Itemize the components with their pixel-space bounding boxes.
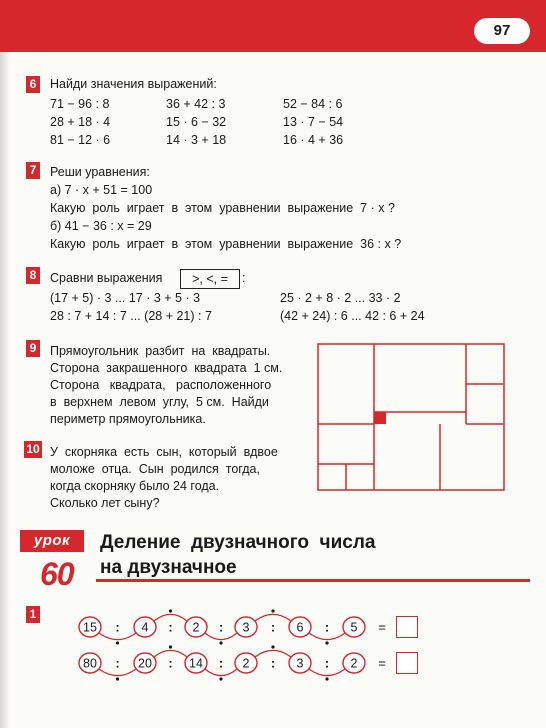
task-10-line: моложе отца. Сын родился тогда, xyxy=(50,462,260,476)
task-6-title: Найди значения выражений: xyxy=(50,77,217,91)
task-8-compare: 25 · 2 + 8 · 2 ... 33 · 2 xyxy=(280,291,401,305)
task-6-number: 6 xyxy=(26,76,40,93)
task-6-expr: 28 + 18 · 4 xyxy=(50,115,111,129)
task-10-line: Сколько лет сыну? xyxy=(50,496,160,510)
task-8-compare: (17 + 5) · 3 ... 17 · 3 + 5 · 3 xyxy=(50,291,201,305)
division-chains xyxy=(0,600,546,690)
task-6-expr: 15 · 6 − 32 xyxy=(166,115,227,129)
task-7-line: Какую роль играет в этом уравнении выражение 7 · x ? xyxy=(50,201,395,215)
chain1-operator: : xyxy=(324,619,330,635)
task-8-title: Сравни выражения xyxy=(50,271,163,285)
chain2-number: 20 xyxy=(138,656,152,671)
chain2-dot xyxy=(169,645,172,648)
task-7-number: 7 xyxy=(26,162,40,179)
lesson-title-line2: на двузначное xyxy=(100,557,237,578)
chain1-number: 15 xyxy=(83,620,97,635)
lesson-title-underline xyxy=(96,579,530,582)
task-9-line: Сторона закрашенного квадрата 1 см. xyxy=(50,361,283,375)
chain2-operator: : xyxy=(218,655,224,671)
task-8-number: 8 xyxy=(26,267,40,284)
chain1-operator: : xyxy=(218,619,224,635)
task-6-expr: 16 · 4 + 36 xyxy=(283,133,344,147)
task-7-line: Какую роль играет в этом уравнении выражение 36 : x ? xyxy=(50,237,402,251)
chain2-dot xyxy=(219,677,222,680)
chain1-dot xyxy=(325,641,328,644)
shaded-square xyxy=(374,412,386,424)
task-10-line: У скорняка есть сын, который вдвое xyxy=(50,445,278,459)
task-8-colon: : xyxy=(242,271,246,285)
page-number: 97 xyxy=(474,18,530,44)
chain1-number: 5 xyxy=(350,620,358,635)
task-6-expr: 14 · 3 + 18 xyxy=(166,133,227,147)
task-7-title: Реши уравнения: xyxy=(50,165,150,179)
task-6-expr: 71 − 96 : 8 xyxy=(50,97,110,111)
task-10-line: когда скорняку было 24 года. xyxy=(50,479,220,493)
chain1-dot xyxy=(169,609,172,612)
chain1-dot xyxy=(271,609,274,612)
task-9-line: в верхнем левом углу, 5 см. Найди xyxy=(50,395,269,409)
task-7-line: а) 7 · x + 51 = 100 xyxy=(50,183,153,197)
chain2-dot xyxy=(271,645,274,648)
chain2-dot xyxy=(325,677,328,680)
exercise-1-number: 1 xyxy=(26,606,40,623)
chain1-number: 4 xyxy=(141,620,149,635)
rectangle-squares-figure xyxy=(316,342,506,492)
chain1-dot xyxy=(219,641,222,644)
task-10-number: 10 xyxy=(24,441,42,458)
task-9-line: Сторона квадрата, расположенного xyxy=(50,378,272,392)
chain2-number: 14 xyxy=(189,656,203,671)
chain1-dot xyxy=(116,641,119,644)
task-6-expr: 36 + 42 : 3 xyxy=(166,97,226,111)
chain2-operator: : xyxy=(115,655,120,671)
chain2-operator: : xyxy=(324,655,330,671)
task-6-expr: 81 − 12 · 6 xyxy=(50,133,111,147)
chain2-number: 80 xyxy=(83,656,97,671)
top-banner xyxy=(0,0,546,52)
chain2-number: 2 xyxy=(350,656,358,671)
chain1-number: 6 xyxy=(296,620,304,635)
chain1-number: 3 xyxy=(242,620,250,635)
lesson-number: 60 xyxy=(40,556,74,592)
chain2-number: 3 xyxy=(296,656,304,671)
task-9-line: периметр прямоугольника. xyxy=(50,412,206,426)
task-8-compare: 28 : 7 + 14 : 7 ... (28 + 21) : 7 xyxy=(50,309,212,323)
lesson-title xyxy=(100,530,375,580)
chain1-operator: : xyxy=(168,619,173,635)
lesson-label: урок xyxy=(20,530,84,552)
chain2-operator: : xyxy=(270,655,276,671)
chain2-number: 2 xyxy=(242,656,250,671)
chain2-operator: : xyxy=(168,655,173,671)
chain2-equals: = xyxy=(378,655,386,671)
chain1-operator: : xyxy=(270,619,276,635)
chain1-operator: : xyxy=(115,619,120,635)
task-8-compare: (42 + 24) : 6 ... 42 : 6 + 24 xyxy=(280,309,425,323)
task-7-line: б) 41 − 36 : x = 29 xyxy=(50,219,152,233)
answer-box-2[interactable] xyxy=(396,652,418,674)
answer-box-1[interactable] xyxy=(396,616,418,638)
task-9-number: 9 xyxy=(26,340,40,357)
task-9-line: Прямоугольник разбит на квадраты. xyxy=(50,344,271,358)
task-6-expr: 52 − 84 : 6 xyxy=(283,97,343,111)
comparison-symbols-box: >, <, = xyxy=(180,269,240,289)
lesson-title-line1: Деление двузначного числа xyxy=(100,532,376,553)
chain1-equals: = xyxy=(378,619,386,635)
task-6-expr: 13 · 7 − 54 xyxy=(283,115,344,129)
chain2-dot xyxy=(116,677,119,680)
chain1-number: 2 xyxy=(192,620,200,635)
